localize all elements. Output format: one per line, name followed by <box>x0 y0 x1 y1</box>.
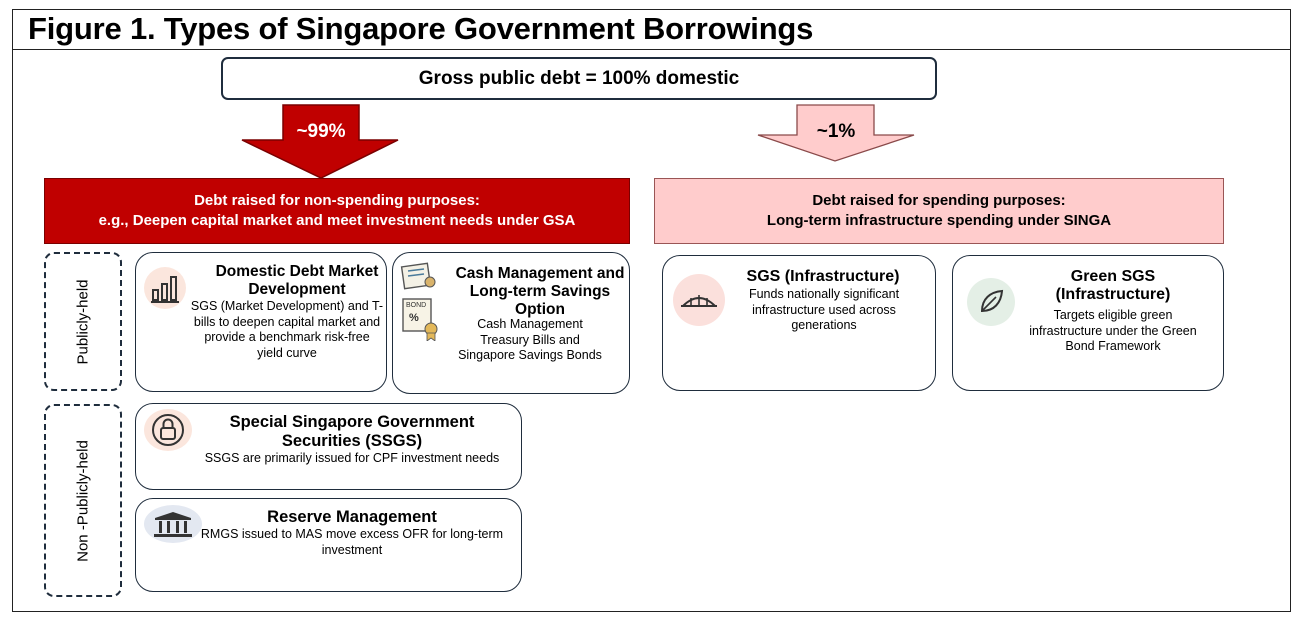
non-spending-title: Debt raised for non-spending purposes: <box>194 191 480 209</box>
reserve-management-title: Reserve Management <box>267 508 437 526</box>
publicly-held-label: Publicly-held <box>74 278 92 365</box>
bond-icon-text: BOND <box>406 302 427 309</box>
non-publicly-held-group <box>44 404 122 597</box>
ssgs-title: Special Singapore Government Securities (SSGS) <box>229 413 475 450</box>
green-sgs-desc: Targets eligible green infrastructure under the Green Bond Framework <box>1029 308 1197 354</box>
non-spending-header <box>44 178 630 244</box>
domestic-debt-card <box>135 252 387 392</box>
sgs-infrastructure-desc: Funds nationally significant infrastructure used across generations <box>748 287 900 333</box>
bond-certificate-icon <box>397 261 441 341</box>
green-sgs-card <box>952 255 1224 391</box>
publicly-held-group <box>44 252 122 391</box>
leaf-icon <box>967 278 1015 326</box>
bar-chart-icon <box>144 267 186 309</box>
spending-title: Debt raised for spending purposes: <box>812 191 1066 209</box>
arrow-1-percent-label: ~1% <box>816 121 856 142</box>
green-sgs-title: Green SGS (Infrastructure) <box>1055 268 1171 304</box>
figure-title: Figure 1. Types of Singapore Government Borrowings <box>28 11 814 46</box>
cash-management-title: Cash Management and Long-term Savings Option <box>455 265 625 318</box>
cash-management-desc: Cash Management Treasury Bills and Singapore Savings Bonds <box>458 317 602 363</box>
non-spending-subtitle: e.g., Deepen capital market and meet investment needs under GSA <box>98 212 576 229</box>
sgs-infrastructure-card <box>662 255 936 391</box>
spending-subtitle: Long-term infrastructure spending under SINGA <box>766 212 1112 229</box>
svg-text:%: % <box>409 312 419 324</box>
gross-debt-box <box>221 57 937 100</box>
cash-management-card <box>392 252 630 394</box>
reserve-management-desc: RMGS issued to MAS move excess OFR for long-term investment <box>200 527 504 557</box>
lock-icon <box>144 409 192 451</box>
ssgs-card <box>135 403 522 490</box>
spending-header <box>654 178 1224 244</box>
sgs-infrastructure-title: SGS (Infrastructure) <box>746 268 900 285</box>
domestic-debt-desc: SGS (Market Development) and T-bills to deepen capital market and provide a benchmark risk-free yield curve <box>190 299 384 360</box>
arrow-99-percent-label: ~99% <box>296 121 346 142</box>
domestic-debt-title: Domestic Debt Market Development <box>215 263 379 298</box>
non-publicly-held-label: Non -Publicly-held <box>74 439 92 562</box>
bridge-icon <box>673 274 725 326</box>
gross-debt-label: Gross public debt = 100% domestic <box>418 67 740 89</box>
reserve-management-card <box>135 498 522 592</box>
ssgs-desc: SSGS are primarily issued for CPF investment needs <box>204 451 500 465</box>
